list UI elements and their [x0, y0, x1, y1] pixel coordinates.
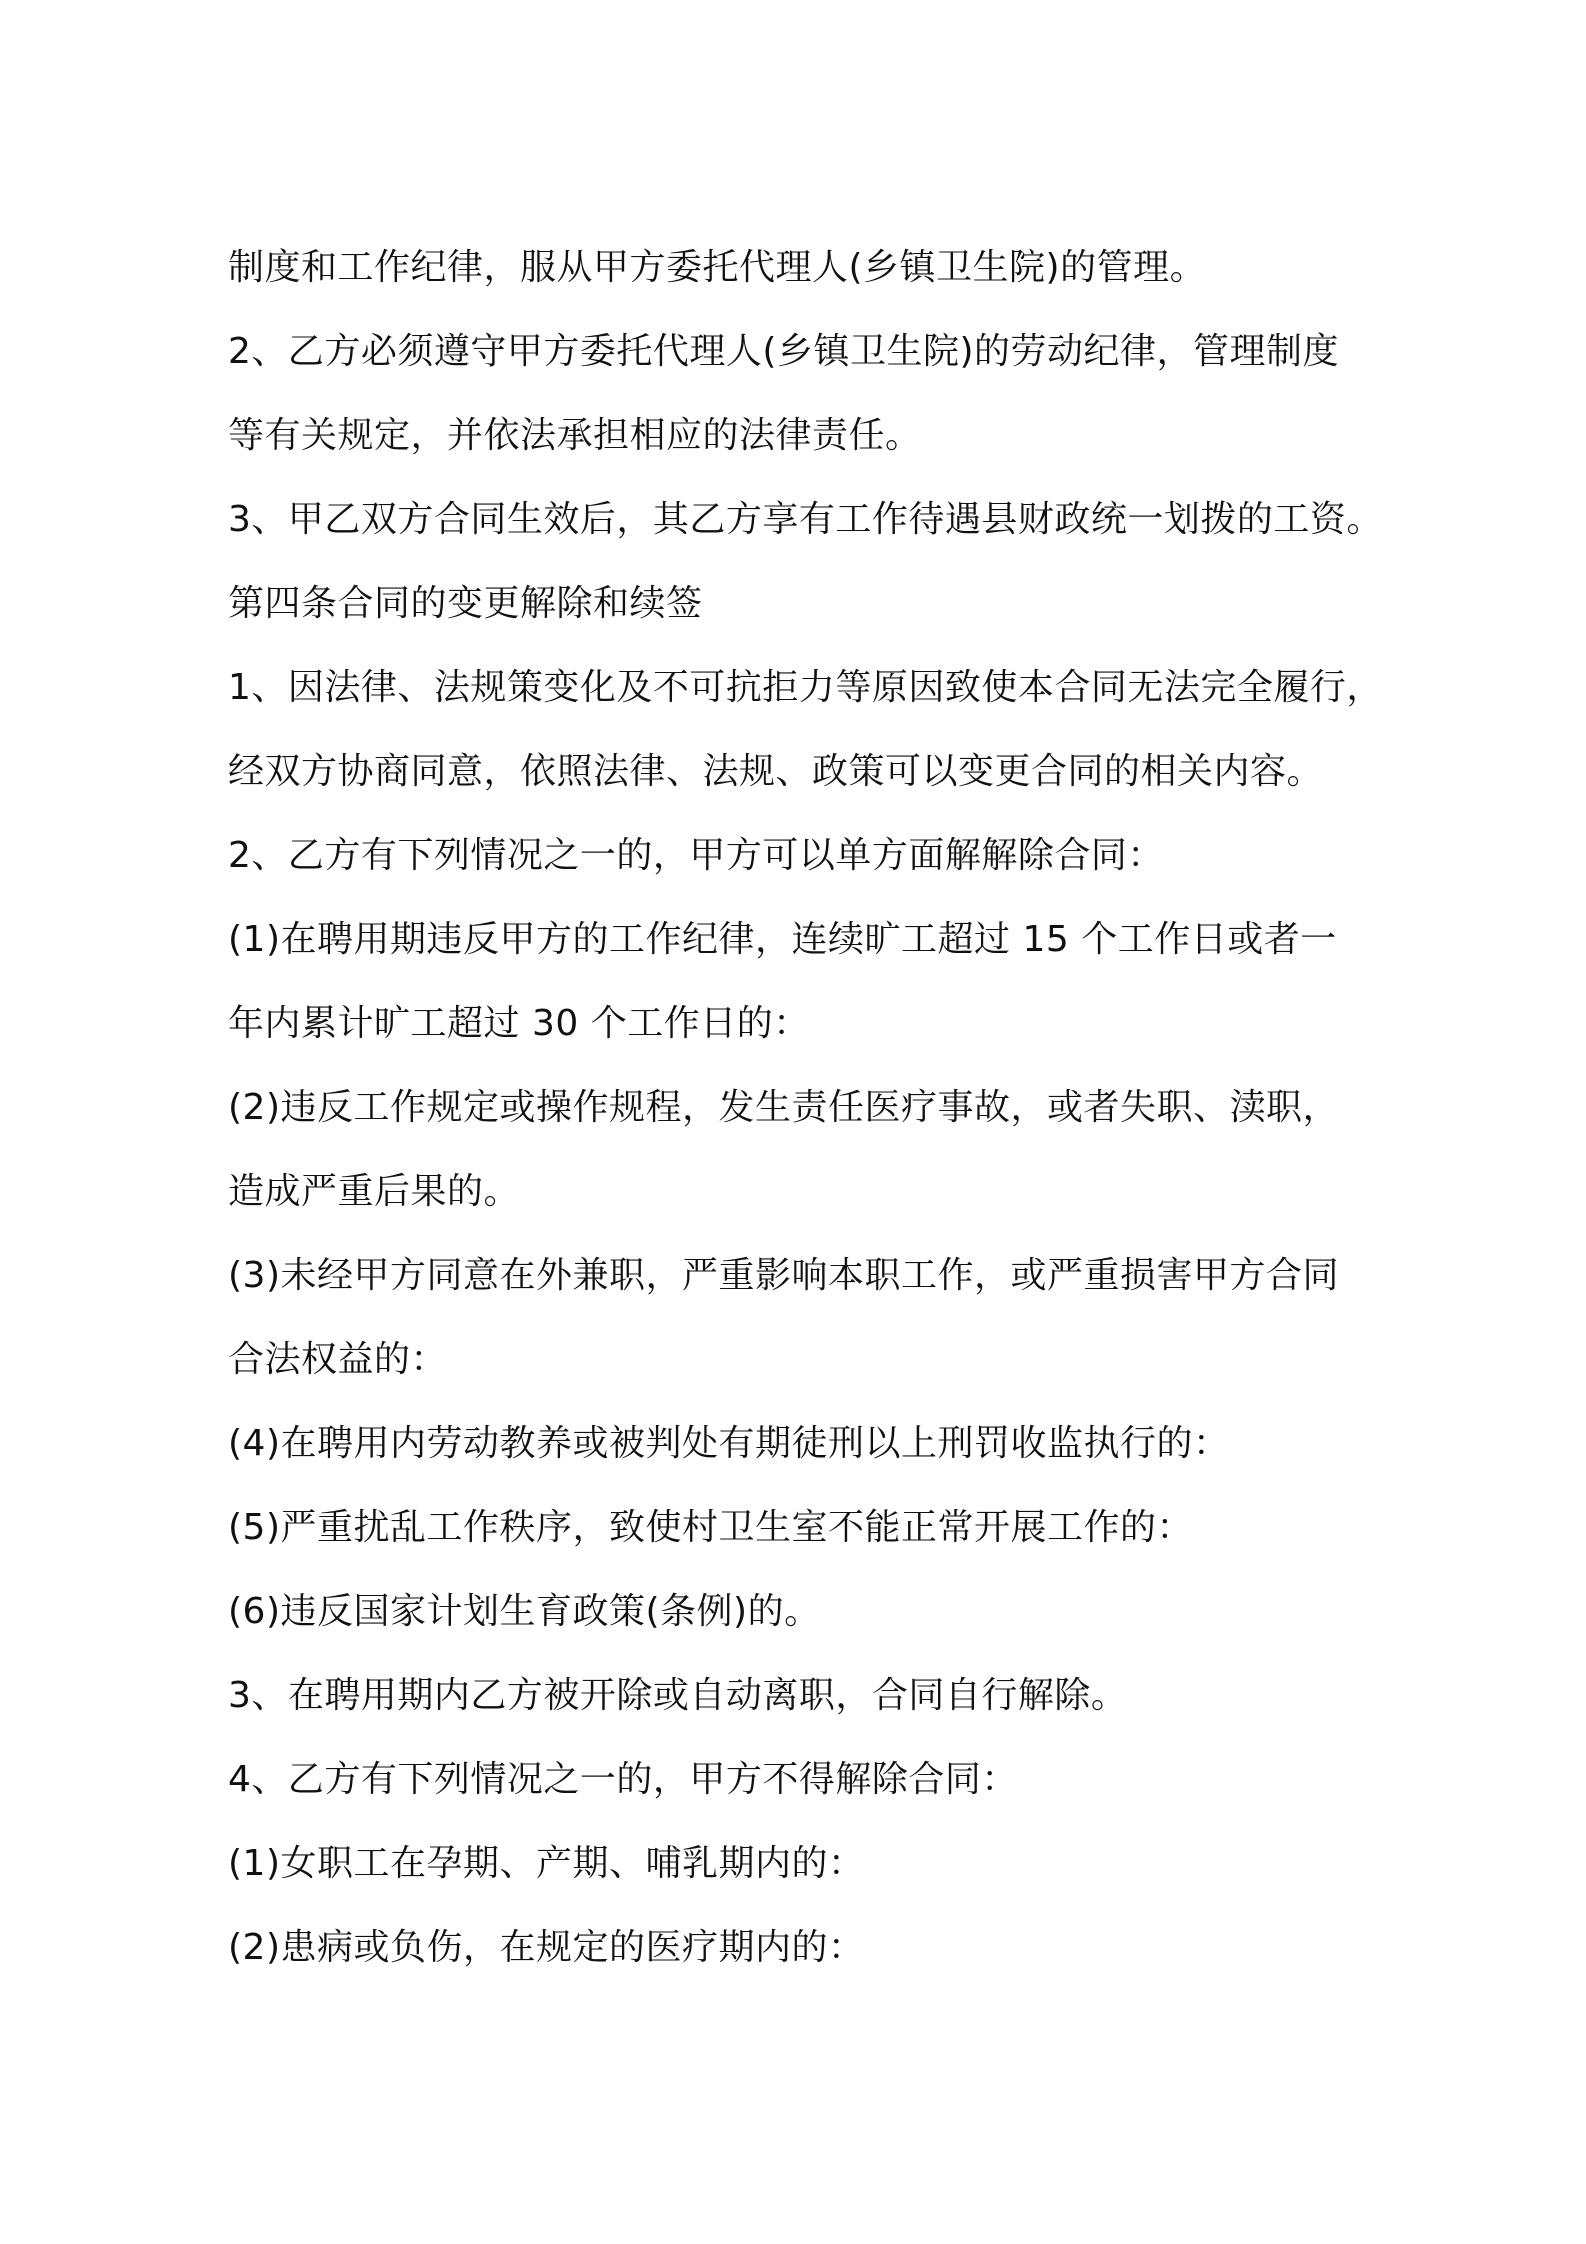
text-line: 3、甲乙双方合同生效后，其乙方享有工作待遇县财政统一划拨的工资。	[228, 499, 1383, 540]
text-line: 3、在聘用期内乙方被开除或自动离职，合同自行解除。	[228, 1675, 1128, 1716]
text-line: 经双方协商同意，依照法律、法规、政策可以变更合同的相关内容。	[228, 751, 1324, 792]
text-line: 2、乙方有下列情况之一的，甲方可以单方面解解除合同：	[228, 835, 1164, 876]
text-line: 造成严重后果的。	[228, 1171, 521, 1212]
text-line: 1、因法律、法规策变化及不可抗拒力等原因致使本合同无法完全履行，	[228, 667, 1383, 708]
text-line: (1)在聘用期违反甲方的工作纪律，连续旷工超过 15 个工作日或者一	[228, 919, 1337, 960]
section-heading: 第四条合同的变更解除和续签	[228, 583, 703, 624]
text-line: 合法权益的：	[228, 1339, 448, 1380]
text-line: (5)严重扰乱工作秩序，致使村卫生室不能正常开展工作的：	[228, 1507, 1193, 1548]
text-line: (6)违反国家计划生育政策(条例)的。	[228, 1591, 821, 1632]
text-line: 4、乙方有下列情况之一的，甲方不得解除合同：	[228, 1759, 1018, 1800]
text-line: (1)女职工在孕期、产期、哺乳期内的：	[228, 1843, 865, 1884]
text-line: (3)未经甲方同意在外兼职，严重影响本职工作，或严重损害甲方合同	[228, 1255, 1339, 1296]
text-line: (2)患病或负伤，在规定的医疗期内的：	[228, 1927, 865, 1968]
text-line: 制度和工作纪律，服从甲方委托代理人(乡镇卫生院)的管理。	[228, 247, 1207, 288]
text-line: 年内累计旷工超过 30 个工作日的：	[228, 1003, 810, 1044]
text-line: (4)在聘用内劳动教养或被判处有期徒刑以上刑罚收监执行的：	[228, 1423, 1230, 1464]
text-line: 等有关规定，并依法承担相应的法律责任。	[228, 415, 922, 456]
text-line: (2)违反工作规定或操作规程，发生责任医疗事故，或者失职、渎职，	[228, 1087, 1339, 1128]
text-line: 2、乙方必须遵守甲方委托代理人(乡镇卫生院)的劳动纪律，管理制度	[228, 331, 1339, 372]
document-body	[228, 226, 1383, 1990]
